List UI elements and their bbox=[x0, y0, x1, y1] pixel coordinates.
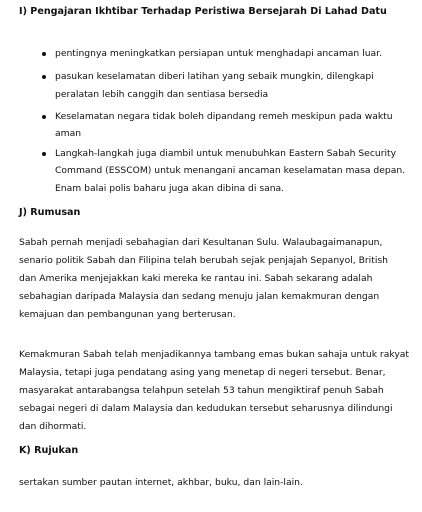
section-j-heading: J) Rumusan bbox=[19, 207, 81, 218]
paragraph-line: kemajuan dan pembangunan yang berterusan. bbox=[19, 309, 236, 320]
bullet-line: Command (ESSCOM) untuk menangani ancaman keselamatan masa depan. bbox=[55, 165, 406, 176]
bullet-dot-icon bbox=[42, 52, 46, 56]
bullet-dot-icon bbox=[42, 115, 46, 119]
paragraph-line: sebahagian daripada Malaysia dan sedang menuju jalan kemakmuran dengan bbox=[19, 291, 380, 302]
section-i-heading: I) Pengajaran Ikhtibar Terhadap Peristiwa Bersejarah Di Lahad Datu bbox=[19, 6, 387, 17]
paragraph-line: Kemakmuran Sabah telah menjadikannya tambang emas bukan sahaja untuk rakyat bbox=[19, 349, 410, 360]
paragraph-line: dan dihormati. bbox=[19, 421, 87, 432]
section-k-heading: K) Rujukan bbox=[19, 445, 79, 456]
bullet-dot-icon bbox=[42, 152, 46, 156]
paragraph-line: senario politik Sabah dan Filipina telah berubah sejak penjajah Sepanyol, British bbox=[19, 255, 388, 266]
paragraph-line: masyarakat antarabangsa telahpun setelah 53 tahun mengiktiraf penuh Sabah bbox=[19, 385, 384, 396]
paragraph-line: sebagai negeri di dalam Malaysia dan kedudukan tersebut seharusnya dilindungi bbox=[19, 403, 393, 414]
paragraph-line: Sabah pernah menjadi sebahagian dari Kesultanan Sulu. Walaubagaimanapun, bbox=[19, 237, 383, 248]
bullet-line: aman bbox=[55, 128, 82, 139]
paragraph-line: Malaysia, tetapi juga pendatang asing yang menetap di negeri tersebut. Benar, bbox=[19, 367, 386, 378]
section-k-text: sertakan sumber pautan internet, akhbar, buku, dan lain-lain. bbox=[19, 477, 303, 488]
bullet-line: pasukan keselamatan diberi latihan yang sebaik mungkin, dilengkapi bbox=[55, 71, 374, 82]
bullet-line: Langkah-langkah juga diambil untuk menubuhkan Eastern Sabah Security bbox=[55, 148, 397, 159]
bullet-line: Enam balai polis baharu juga akan dibina di sana. bbox=[55, 183, 285, 194]
bullet-line: pentingnya meningkatkan persiapan untuk menghadapi ancaman luar. bbox=[55, 48, 383, 59]
paragraph-line: dan Amerika menjejakkan kaki mereka ke rantau ini. Sabah sekarang adalah bbox=[19, 273, 373, 284]
bullet-dot-icon bbox=[42, 75, 46, 79]
bullet-line: peralatan lebih canggih dan sentiasa bersedia bbox=[55, 89, 269, 100]
bullet-line: Keselamatan negara tidak boleh dipandang remeh meskipun pada waktu bbox=[55, 111, 393, 122]
